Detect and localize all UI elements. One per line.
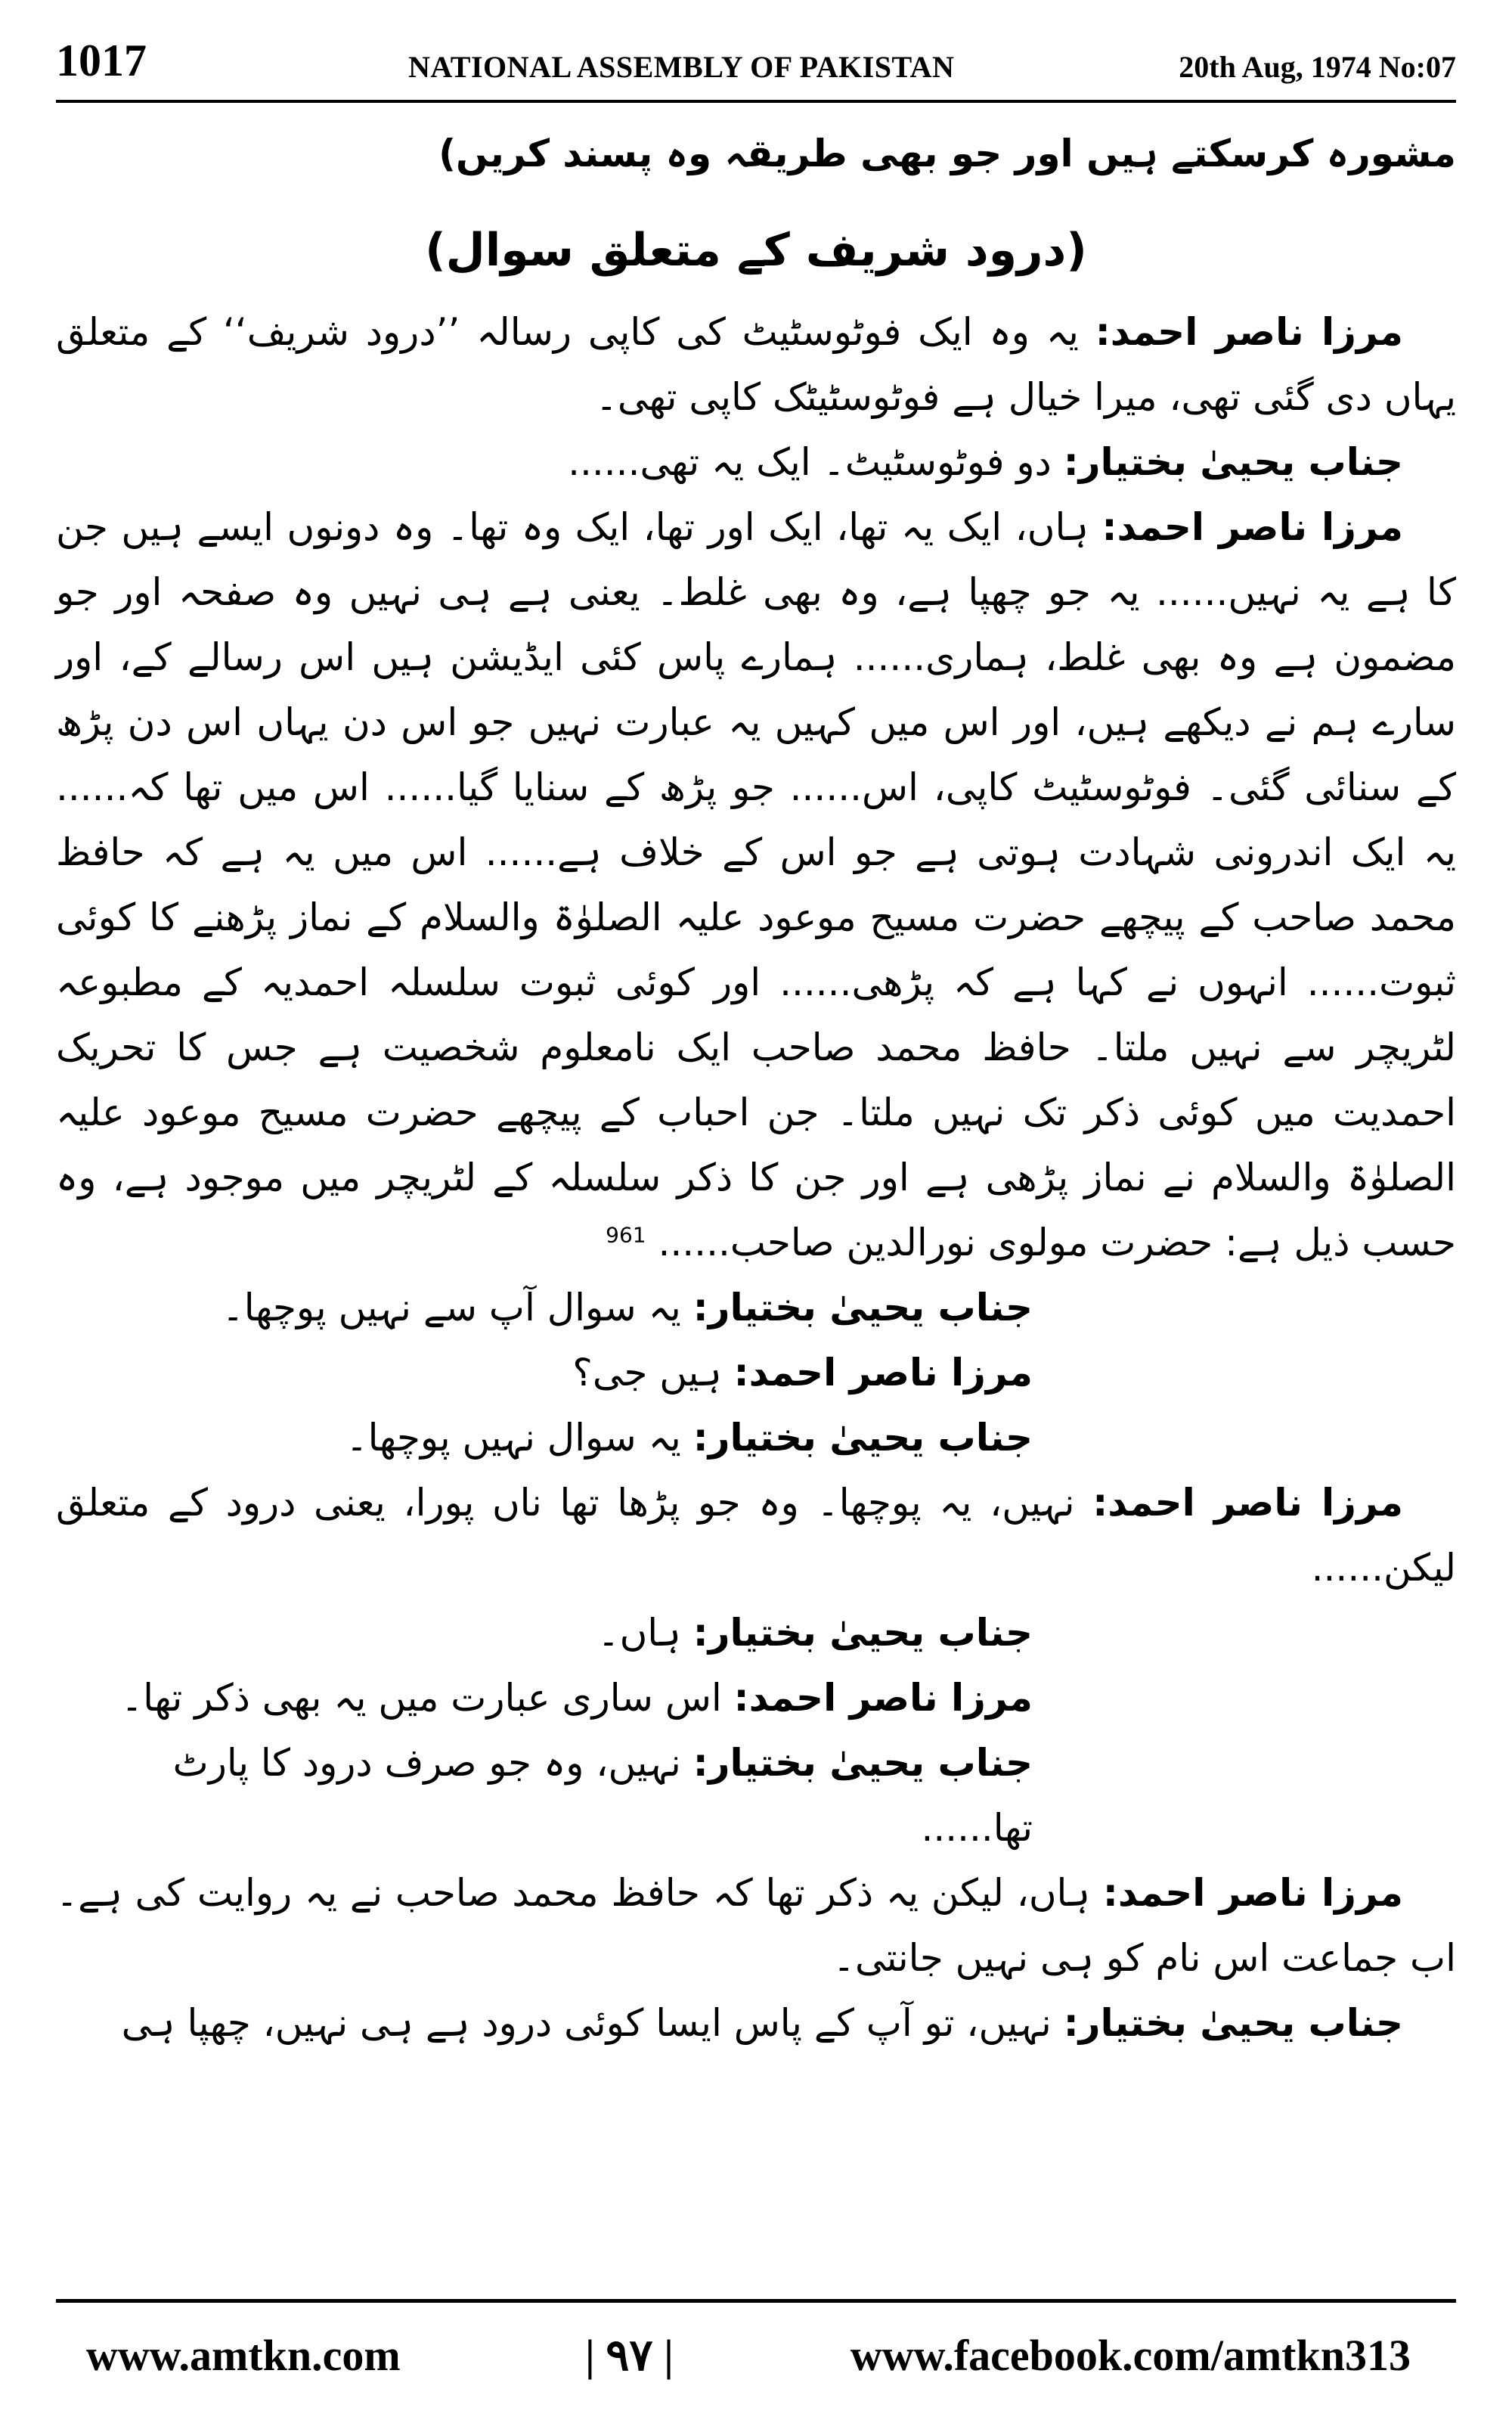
speaker-name: مرزا ناصر احمد: (1102, 1871, 1403, 1915)
speaker-name: جناب یحییٰ بختیار: (692, 1416, 1033, 1460)
exchange (56, 495, 1456, 1275)
footnote-marker: 961 (606, 1222, 646, 1248)
exchange (56, 1665, 1456, 1730)
website-link[interactable]: www.amtkn.com (86, 2331, 401, 2380)
facebook-link[interactable]: www.facebook.com/amtkn313 (850, 2331, 1411, 2380)
page-header (56, 30, 1456, 98)
page-footer (56, 2314, 1456, 2397)
exchange (56, 1275, 1456, 1340)
speaker-name: مرزا ناصر احمد: (1101, 505, 1403, 549)
speech-text: نہیں، تو آپ کے پاس ایسا کوئی درود ہے ہی نہیں، چھپا ہی (121, 2001, 1052, 2045)
exchange (56, 1600, 1456, 1665)
speaker-name: مرزا ناصر احمد: (1095, 310, 1403, 354)
continuation-line: مشورہ کرسکتے ہیں اور جو بھی طریقہ وہ پسند کریں) (438, 132, 1456, 175)
speech-text: یہ سوال آپ سے نہیں پوچھا۔ (222, 1286, 681, 1329)
speech-text: یہ وہ ایک فوٹوسٹیٹ کی کاپی رسالہ ’’درود شریف‘‘ کے متعلق یہاں دی گئی تھی، میرا خیال ہے فوٹوسٹیٹک کاپی تھی۔ (56, 310, 1456, 419)
header-divider (56, 100, 1456, 103)
exchange (56, 299, 1456, 430)
exchange (56, 1730, 1456, 1860)
speech-text: ہیں جی؟ (572, 1351, 722, 1395)
speech-text: ہاں۔ (597, 1611, 681, 1655)
speaker-name: جناب یحییٰ بختیار: (1063, 2001, 1403, 2045)
speech-text: نہیں، وہ جو صرف درود کا پارٹ تھا...... (172, 1741, 1033, 1850)
speech-text: یہ سوال نہیں پوچھا۔ (345, 1416, 681, 1460)
exchange (56, 1470, 1456, 1600)
exchange (56, 1340, 1456, 1405)
speaker-name: جناب یحییٰ بختیار: (692, 1611, 1033, 1655)
footer-divider (56, 2299, 1456, 2303)
page-number: 1017 (56, 36, 147, 85)
speech-text: دو فوٹوسٹیٹ۔ ایک یہ تھی...... (568, 440, 1052, 484)
exchange (56, 430, 1456, 495)
exchange (56, 1990, 1456, 2055)
footer-page-number: | ۹۷ | (585, 2331, 674, 2380)
speaker-name: مرزا ناصر احمد: (733, 1676, 1033, 1720)
section-heading: (درود شریف کے متعلق سوال) (425, 224, 1087, 277)
exchange (56, 1405, 1456, 1470)
speaker-name: جناب یحییٰ بختیار: (692, 1286, 1033, 1329)
document-title: NATIONAL ASSEMBLY OF PAKISTAN (408, 50, 955, 84)
speaker-name: مرزا ناصر احمد: (733, 1351, 1033, 1395)
speaker-name: جناب یحییٰ بختیار: (692, 1741, 1033, 1785)
speech-text: ہاں، ایک یہ تھا، ایک اور تھا، ایک وہ تھا۔ وہ دونوں ایسے ہیں جن کا ہے یہ نہیں...... یہ جو چھپا ہے، وہ بھی غلط۔ یعنی ہے ہی نہیں وہ صفحہ اور جو مضمون ہے وہ بھی غلط، ہماری...... ہمارے پاس کئی ایڈیشن ہیں اس رسالے کے، اور سارے ہم نے دیکھے ہیں، اور اس میں کہیں یہ عبارت نہیں جو اس دن یہاں اس دن پڑھ کے سنائی گئی۔ فوٹوسٹیٹ کاپی، اس...... جو پڑھ کے سنایا گیا...... اس میں تھا کہ...... یہ ایک اندرونی شہادت ہوتی ہے جو اس کے خلاف ہے...... اس میں یہ ہے کہ حافظ محمد صاحب کے پیچھے حضرت مسیح موعود علیہ الصلوٰۃ والسلام کے نماز پڑھنے کا کوئی ثبوت...... انہوں نے کہا ہے کہ پڑھی...... اور کوئی ثبوت سلسلہ احمدیہ کے مطبوعہ لٹریچر سے نہیں ملتا۔ حافظ محمد صاحب ایک نامعلوم شخصیت ہے جس کا تحریک احمدیت میں کوئی ذکر تک نہیں ملتا۔ جن احباب کے پیچھے حضرت مسیح موعود علیہ الصلوٰۃ والسلام نے نماز پڑھی ہے اور جن کا ذکر سلسلہ کے لٹریچر میں موجود ہے، وہ حسب ذیل ہے: حضرت مولوی نورالدین صاحب...... (56, 505, 1456, 1264)
speaker-name: مرزا ناصر احمد: (1092, 1481, 1403, 1525)
speech-text: اس ساری عبارت میں یہ بھی ذکر تھا۔ (120, 1676, 722, 1720)
session-date: 20th Aug, 1974 No:07 (1179, 50, 1456, 84)
speaker-name: جناب یحییٰ بختیار: (1063, 440, 1403, 484)
exchange (56, 1860, 1456, 1990)
speech-text: نہیں، یہ پوچھا۔ وہ جو پڑھا تھا ناں پورا، یعنی درود کے متعلق لیکن...... (56, 1481, 1456, 1590)
transcript-body (56, 121, 1456, 2291)
speech-text: ہاں، لیکن یہ ذکر تھا کہ حافظ محمد صاحب نے یہ روایت کی ہے۔ اب جماعت اس نام کو ہی نہیں جانتی۔ (56, 1871, 1456, 1980)
